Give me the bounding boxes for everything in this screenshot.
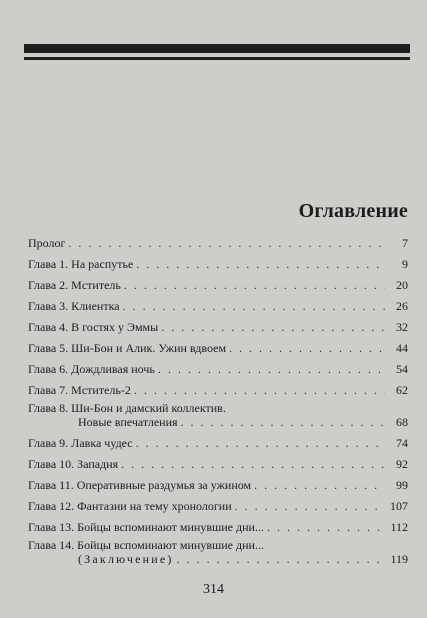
dot-leader xyxy=(235,499,385,513)
toc-entry xyxy=(28,299,408,313)
toc-entry-page: 20 xyxy=(396,278,408,292)
top-thick-rule xyxy=(24,44,410,53)
toc-entry-page: 7 xyxy=(402,236,408,250)
toc-entry-page: 62 xyxy=(396,383,408,397)
toc-entry-page: 54 xyxy=(396,362,408,376)
toc-entry-label: Глава 5. Ши-Бон и Алик. Ужин вдвоем xyxy=(28,341,227,355)
toc-entry xyxy=(28,257,408,271)
dot-leader xyxy=(267,520,385,534)
toc-entry-continuation: Новые впечатления xyxy=(78,415,178,429)
toc-entry-page: 92 xyxy=(396,457,408,471)
toc-entry xyxy=(28,520,408,534)
toc-entry-label: Глава 14. Бойцы вспоминают минувшие дни... xyxy=(28,538,264,552)
toc-entry xyxy=(28,278,408,292)
toc-entry xyxy=(28,538,408,566)
toc-entry-page: 107 xyxy=(390,499,408,513)
toc-entry-label: Глава 8. Ши-Бон и дамский коллектив. xyxy=(28,401,226,415)
toc-entry xyxy=(28,499,408,513)
toc-entry-page: 112 xyxy=(390,520,408,534)
toc-entry-label: Глава 2. Мститель xyxy=(28,278,121,292)
page-number: 314 xyxy=(203,582,224,597)
toc-entry xyxy=(28,320,408,334)
toc-entry xyxy=(28,478,408,492)
top-thin-rule xyxy=(24,57,410,60)
toc-entry-label: Глава 11. Оперативные раздумья за ужином xyxy=(28,478,252,492)
dot-leader xyxy=(177,552,385,566)
dot-leader xyxy=(134,383,385,397)
dot-leader xyxy=(124,278,385,292)
toc-entry-label: Пролог xyxy=(28,236,66,250)
dot-leader xyxy=(229,341,385,355)
dot-leader xyxy=(161,320,385,334)
dot-leader xyxy=(136,257,385,271)
dot-leader xyxy=(121,457,385,471)
toc-entry-label: Глава 4. В гостях у Эммы xyxy=(28,320,159,334)
toc-entry-page: 74 xyxy=(396,436,408,450)
toc-entry-page: 26 xyxy=(396,299,408,313)
page-title: Оглавление xyxy=(298,200,408,222)
toc-entry-page: 119 xyxy=(390,552,408,566)
toc-entry-page: 99 xyxy=(396,478,408,492)
toc-entry xyxy=(28,436,408,450)
toc-entry-page: 32 xyxy=(396,320,408,334)
toc-entry-label: Глава 1. На распутье xyxy=(28,257,134,271)
table-of-contents xyxy=(28,236,408,566)
toc-entry-label: Глава 9. Лавка чудес xyxy=(28,436,133,450)
dot-leader xyxy=(181,415,385,429)
toc-entry xyxy=(28,362,408,376)
toc-entry-continuation: (Заключение) xyxy=(78,552,174,566)
toc-entry xyxy=(28,401,408,429)
toc-entry xyxy=(28,236,408,250)
toc-entry xyxy=(28,383,408,397)
toc-entry-label: Глава 12. Фантазии на тему хронологии xyxy=(28,499,232,513)
dot-leader xyxy=(158,362,385,376)
toc-entry-page: 68 xyxy=(396,415,408,429)
toc-entry-page: 44 xyxy=(396,341,408,355)
dot-leader xyxy=(68,236,385,250)
dot-leader xyxy=(136,436,385,450)
dot-leader xyxy=(254,478,385,492)
toc-entry-page: 9 xyxy=(402,257,408,271)
toc-entry-label: Глава 3. Клиентка xyxy=(28,299,120,313)
toc-entry-label: Глава 7. Мститель-2 xyxy=(28,383,131,397)
toc-entry-label: Глава 6. Дождливая ночь xyxy=(28,362,155,376)
toc-entry xyxy=(28,457,408,471)
dot-leader xyxy=(123,299,385,313)
toc-entry xyxy=(28,341,408,355)
toc-entry-label: Глава 10. Западня xyxy=(28,457,119,471)
toc-entry-label: Глава 13. Бойцы вспоминают минувшие дни... xyxy=(28,520,264,534)
